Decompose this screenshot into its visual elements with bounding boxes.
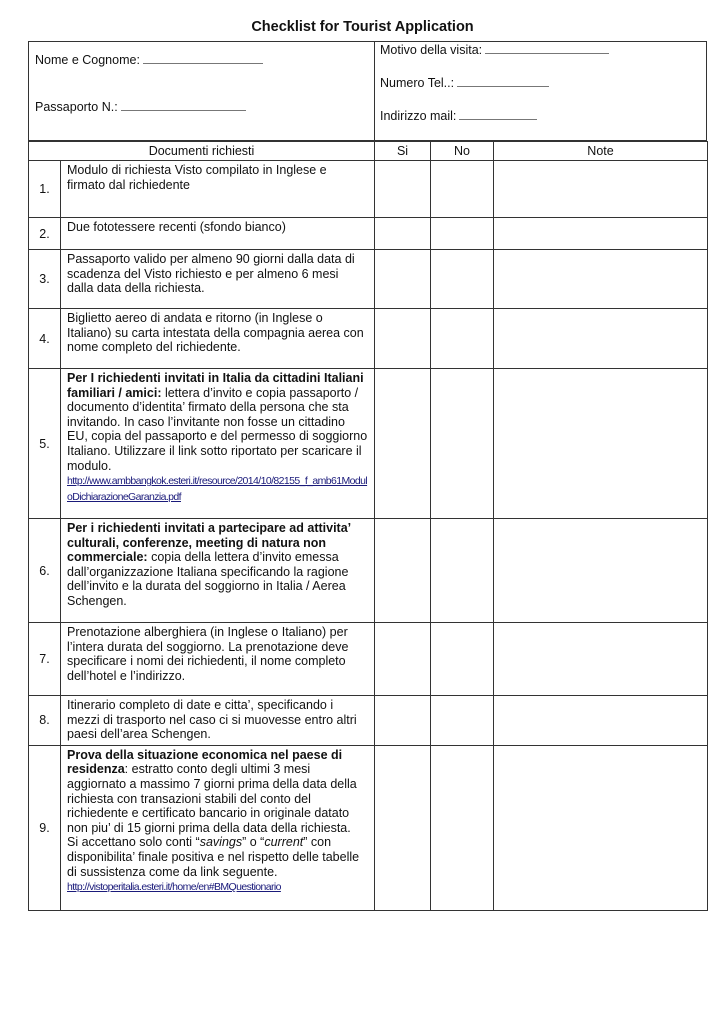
motivo-label: Motivo della visita:: [380, 43, 483, 57]
row-number: 7.: [29, 623, 61, 696]
mail-label: Indirizzo mail:: [380, 109, 457, 123]
row-description: Itinerario completo di date e citta’, specificando i mezzi di trasporto nel caso ci si muovesse entro altri paesi dell’area Schengen.: [61, 696, 375, 746]
documents-header: Documenti richiesti: [29, 142, 375, 161]
table-row: [29, 250, 708, 309]
note-cell[interactable]: [494, 696, 708, 746]
row-number: 5.: [29, 369, 61, 519]
si-cell[interactable]: [375, 250, 431, 309]
si-cell[interactable]: [375, 745, 431, 910]
questionnaire-link[interactable]: http://vistoperitalia.esteri.it/home/en#BMQuestionario: [67, 881, 281, 894]
note-cell[interactable]: [494, 519, 708, 623]
no-cell[interactable]: [431, 309, 494, 369]
row-description: Passaporto valido per almeno 90 giorni dalla data di scadenza del Visto richiesto e per almeno 6 mesi dalla data della richiesta.: [61, 250, 375, 309]
row-number: 1.: [29, 161, 61, 218]
note-cell[interactable]: [494, 250, 708, 309]
row-number: 3.: [29, 250, 61, 309]
name-label: Nome e Cognome:: [35, 53, 140, 67]
page-title: Checklist for Tourist Application: [251, 19, 474, 35]
mail-field[interactable]: [380, 109, 537, 123]
tel-label: Numero Tel..:: [380, 76, 455, 90]
no-cell[interactable]: [431, 369, 494, 519]
no-cell[interactable]: [431, 519, 494, 623]
header-divider: [374, 42, 375, 140]
checklist-table: [28, 141, 708, 911]
si-cell[interactable]: [375, 696, 431, 746]
note-cell[interactable]: [494, 369, 708, 519]
note-cell[interactable]: [494, 309, 708, 369]
table-row: [29, 623, 708, 696]
row-number: 6.: [29, 519, 61, 623]
passport-field[interactable]: [35, 100, 246, 114]
tel-field[interactable]: [380, 76, 549, 90]
si-header: Si: [375, 142, 431, 161]
si-cell[interactable]: [375, 369, 431, 519]
si-cell[interactable]: [375, 519, 431, 623]
table-row: [29, 218, 708, 250]
guarantee-form-link[interactable]: http://www.ambbangkok.esteri.it/resource/2014/10/82155_f_amb61ModuloDichiarazioneGaranzia.pdf: [67, 475, 368, 504]
row-description: Per i richiedenti invitati a partecipare ad attivita’ culturali, conferenze, meeting di natura non commerciale: copia della lettera d’invito emessa dall’organizzazione Italiana specificando la ragione dell’invito e la durata del soggiorno in Italia / Aerea Schengen.: [61, 519, 375, 623]
name-blank[interactable]: [143, 54, 263, 64]
row-number: 8.: [29, 696, 61, 746]
row-description: Prenotazione alberghiera (in Inglese o Italiano) per l’intera durata del soggiorno. La prenotazione deve specificare i nomi dei richiedenti, il nome completo dell’hotel e l’indirizzo.: [61, 623, 375, 696]
table-row: [29, 519, 708, 623]
note-header: Note: [494, 142, 708, 161]
si-cell[interactable]: [375, 623, 431, 696]
no-cell[interactable]: [431, 250, 494, 309]
row-number: 9.: [29, 745, 61, 910]
name-field[interactable]: [35, 53, 263, 67]
no-cell[interactable]: [431, 745, 494, 910]
row-description: Due fototessere recenti (sfondo bianco): [61, 218, 375, 250]
note-cell[interactable]: [494, 218, 708, 250]
table-header-row: [29, 142, 708, 161]
passport-blank[interactable]: [121, 101, 246, 111]
si-cell[interactable]: [375, 161, 431, 218]
note-cell[interactable]: [494, 623, 708, 696]
si-cell[interactable]: [375, 218, 431, 250]
mail-blank[interactable]: [459, 110, 537, 120]
note-cell[interactable]: [494, 745, 708, 910]
table-row: [29, 161, 708, 218]
no-cell[interactable]: [431, 218, 494, 250]
row-description: Modulo di richiesta Visto compilato in Inglese e firmato dal richiedente: [61, 161, 375, 218]
row-description: Prova della situazione economica nel paese di residenza: estratto conto degli ultimi 3 mesi aggiornato a massimo 7 giorni prima della data della richiesta con transazioni stabili del conto del richiedente e certificato bancario in originale datato non piu’ di 15 giorni prima della data della richiesta. Si accettano solo conti “savings” o “current” con disponibilita’ finale positiva e nel rispetto delle tabelle di sussistenza come da link seguente. http://vistoperitalia.esteri.it/home/en#BMQuestionario: [61, 745, 375, 910]
no-cell[interactable]: [431, 623, 494, 696]
row-number: 2.: [29, 218, 61, 250]
row-description: Per I richiedenti invitati in Italia da cittadini Italiani familiari / amici: lettera d’invito e copia passaporto / documento d’identita’ firmato della persona che sta invitando. In caso l’invitante non fosse un cittadino EU, copia del passaporto e del permesso di soggiorno Italiano. Utilizzare il link sotto riportato per scaricare il modulo. http://www.ambbangkok.esteri.it/resource/2014/10/82155_f_amb61ModuloDichiarazioneGaranzia.pdf: [61, 369, 375, 519]
no-header: No: [431, 142, 494, 161]
table-row: [29, 745, 708, 910]
motivo-field[interactable]: [380, 43, 609, 57]
passport-label: Passaporto N.:: [35, 100, 118, 114]
tel-blank[interactable]: [457, 77, 549, 87]
applicant-info-box: [28, 41, 707, 141]
motivo-blank[interactable]: [485, 44, 609, 54]
note-cell[interactable]: [494, 161, 708, 218]
no-cell[interactable]: [431, 161, 494, 218]
table-row: [29, 696, 708, 746]
row-description: Biglietto aereo di andata e ritorno (in Inglese o Italiano) su carta intestata della compagnia aerea con nome completo del richiedente.: [61, 309, 375, 369]
no-cell[interactable]: [431, 696, 494, 746]
si-cell[interactable]: [375, 309, 431, 369]
table-row: [29, 309, 708, 369]
row-number: 4.: [29, 309, 61, 369]
table-row: [29, 369, 708, 519]
